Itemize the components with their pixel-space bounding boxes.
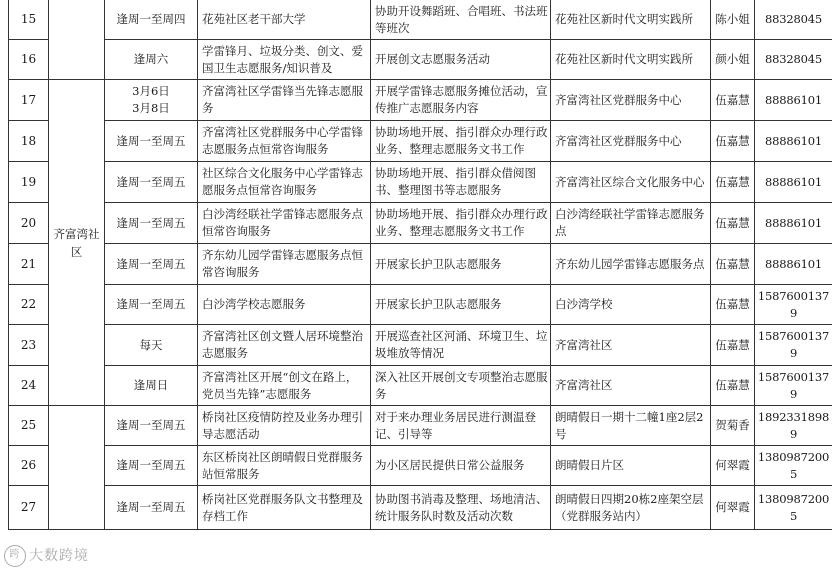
contact-cell: 贺菊香 <box>711 406 755 446</box>
contact-cell: 伍嘉慧 <box>711 244 755 285</box>
location-cell: 朗晴假日一期十二幢1座2层2号 <box>551 406 711 446</box>
content-cell: 为小区居民提供日常公益服务 <box>371 446 551 486</box>
contact-cell: 伍嘉慧 <box>711 80 755 121</box>
time-cell: 逢周一至周五 <box>105 285 198 325</box>
table-row <box>9 486 833 530</box>
phone-cell: 18923318989 <box>755 406 833 446</box>
location-cell: 花苑社区新时代文明实践所 <box>551 40 711 80</box>
phone-cell: 88886101 <box>755 203 833 244</box>
phone-cell: 88886101 <box>755 244 833 285</box>
time-cell: 逢周一至周五 <box>105 162 198 203</box>
row-number: 16 <box>9 40 49 80</box>
project-cell: 白沙湾学校志愿服务 <box>198 285 371 325</box>
location-cell: 齐富湾社区党群服务中心 <box>551 80 711 121</box>
contact-cell: 颜小姐 <box>711 40 755 80</box>
project-cell: 齐富湾社区党群服务中心学雷锋志愿服务点恒常咨询服务 <box>198 121 371 162</box>
row-number: 22 <box>9 285 49 325</box>
content-cell: 协助场地开展、指引群众借阅图书、整理图书等志愿服务 <box>371 162 551 203</box>
project-cell: 学雷锋月、垃圾分类、创文、爱国卫生志愿服务/知识普及 <box>198 40 371 80</box>
time-cell: 3月6日 3月8日 <box>105 80 198 121</box>
table-row <box>9 406 833 446</box>
org-cell <box>49 80 105 406</box>
location-cell: 齐富湾社区党群服务中心 <box>551 121 711 162</box>
org-label: 齐富湾社区 <box>53 226 100 259</box>
row-number: 25 <box>9 406 49 446</box>
row-number: 15 <box>9 0 49 40</box>
time-cell: 逢周一至周五 <box>105 486 198 530</box>
content-cell: 协助开设舞蹈班、合唱班、书法班等班次 <box>371 0 551 40</box>
location-cell: 白沙湾经联社学雷锋志愿服务点 <box>551 203 711 244</box>
contact-cell: 伍嘉慧 <box>711 203 755 244</box>
content-cell: 对于来办理业务居民进行测温登记、引导等 <box>371 406 551 446</box>
org-cell-blank <box>49 406 105 530</box>
content-cell: 开展家长护卫队志愿服务 <box>371 285 551 325</box>
volunteer-activity-table <box>8 0 832 530</box>
content-cell: 深入社区开展创文专项整治志愿服务 <box>371 366 551 406</box>
time-cell: 逢周六 <box>105 40 198 80</box>
project-cell: 齐富湾社区学雷锋当先锋志愿服务 <box>198 80 371 121</box>
content-cell: 开展学雷锋志愿服务摊位活动，宣传推广志愿服务内容 <box>371 80 551 121</box>
project-cell: 花苑社区老干部大学 <box>198 0 371 40</box>
phone-cell: 88886101 <box>755 162 833 203</box>
phone-cell: 88886101 <box>755 80 833 121</box>
location-cell: 齐富湾社区 <box>551 325 711 366</box>
contact-cell: 何翠霞 <box>711 486 755 530</box>
table-row <box>9 0 833 40</box>
location-cell: 花苑社区新时代文明实践所 <box>551 0 711 40</box>
row-number: 20 <box>9 203 49 244</box>
contact-cell: 伍嘉慧 <box>711 285 755 325</box>
row-number: 18 <box>9 121 49 162</box>
phone-cell: 15876001379 <box>755 366 833 406</box>
content-cell: 协助场地开展、指引群众办理行政业务、整理志愿服务文书工作 <box>371 121 551 162</box>
content-cell: 开展家长护卫队志愿服务 <box>371 244 551 285</box>
phone-cell: 88328045 <box>755 40 833 80</box>
table-row <box>9 203 833 244</box>
location-cell: 齐东幼儿园学雷锋志愿服务点 <box>551 244 711 285</box>
location-cell: 白沙湾学校 <box>551 285 711 325</box>
table-row <box>9 80 833 121</box>
table-row <box>9 162 833 203</box>
time-cell: 逢周一至周四 <box>105 0 198 40</box>
row-number: 27 <box>9 486 49 530</box>
location-cell: 朗晴假日四期20栋2座架空层（党群服务站内） <box>551 486 711 530</box>
org-cell-blank <box>49 0 105 80</box>
row-number: 24 <box>9 366 49 406</box>
contact-cell: 伍嘉慧 <box>711 162 755 203</box>
location-cell: 齐富湾社区综合文化服务中心 <box>551 162 711 203</box>
row-number: 17 <box>9 80 49 121</box>
time-cell: 逢周日 <box>105 366 198 406</box>
table-body <box>9 0 833 530</box>
phone-cell: 15876001379 <box>755 285 833 325</box>
row-number: 26 <box>9 446 49 486</box>
table-row <box>9 325 833 366</box>
contact-cell: 何翠霞 <box>711 446 755 486</box>
time-cell: 逢周一至周五 <box>105 446 198 486</box>
location-cell: 齐富湾社区 <box>551 366 711 406</box>
watermark-logo-icon: 跨 <box>4 545 26 567</box>
time-cell: 逢周一至周五 <box>105 203 198 244</box>
project-cell: 社区综合文化服务中心学雷锋志愿服务点恒常咨询服务 <box>198 162 371 203</box>
project-cell: 齐富湾社区开展“创文在路上，党员当先锋”志愿服务 <box>198 366 371 406</box>
contact-cell: 伍嘉慧 <box>711 325 755 366</box>
time-cell: 逢周一至周五 <box>105 121 198 162</box>
table-row <box>9 121 833 162</box>
contact-cell: 伍嘉慧 <box>711 121 755 162</box>
table-row <box>9 285 833 325</box>
contact-cell: 伍嘉慧 <box>711 366 755 406</box>
time-cell: 逢周一至周五 <box>105 244 198 285</box>
content-cell: 开展创文志愿服务活动 <box>371 40 551 80</box>
content-cell: 协助图书消毒及整理、场地清洁、统计服务队时数及活动次数 <box>371 486 551 530</box>
row-number: 21 <box>9 244 49 285</box>
activity-table-container <box>8 0 832 569</box>
watermark <box>4 545 89 567</box>
project-cell: 东区桥岗社区朗晴假日党群服务站恒常服务 <box>198 446 371 486</box>
row-number: 23 <box>9 325 49 366</box>
phone-cell: 88328045 <box>755 0 833 40</box>
table-row <box>9 366 833 406</box>
contact-cell: 陈小姐 <box>711 0 755 40</box>
content-cell: 开展巡查社区河涌、环境卫生、垃圾堆放等情况 <box>371 325 551 366</box>
content-cell: 协助场地开展、指引群众办理行政业务、整理志愿服务文书工作 <box>371 203 551 244</box>
phone-cell: 13809872005 <box>755 446 833 486</box>
time-cell: 逢周一至周五 <box>105 406 198 446</box>
project-cell: 白沙湾经联社学雷锋志愿服务点恒常咨询服务 <box>198 203 371 244</box>
table-row <box>9 244 833 285</box>
phone-cell: 88886101 <box>755 121 833 162</box>
table-row <box>9 446 833 486</box>
project-cell: 齐富湾社区创文暨人居环境整治志愿服务 <box>198 325 371 366</box>
project-cell: 桥岗社区疫情防控及业务办理引导志愿活动 <box>198 406 371 446</box>
location-cell: 朗晴假日片区 <box>551 446 711 486</box>
phone-cell: 13809872005 <box>755 486 833 530</box>
time-cell: 每天 <box>105 325 198 366</box>
project-cell: 齐东幼儿园学雷锋志愿服务点恒常咨询服务 <box>198 244 371 285</box>
table-row <box>9 40 833 80</box>
row-number: 19 <box>9 162 49 203</box>
phone-cell: 15876001379 <box>755 325 833 366</box>
watermark-text: 大数跨境 <box>29 548 89 564</box>
project-cell: 桥岗社区党群服务队文书整理及存档工作 <box>198 486 371 530</box>
